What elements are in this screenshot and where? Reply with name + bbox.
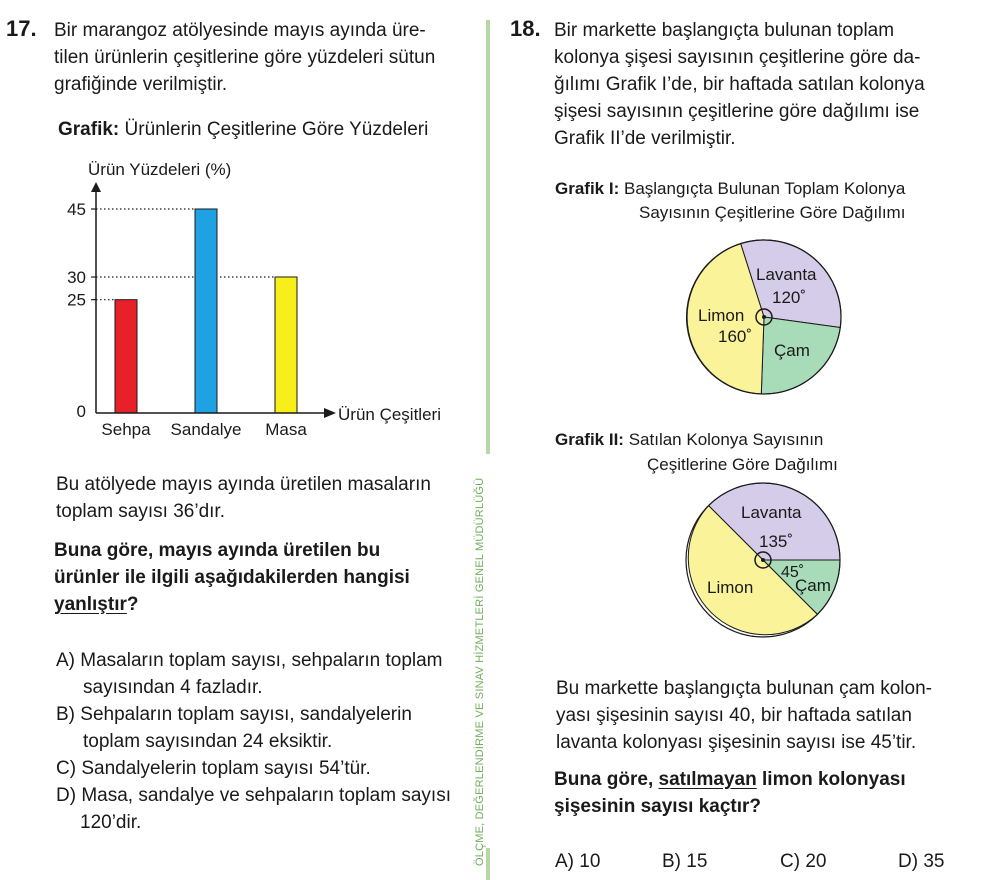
x-axis-arrow: [324, 408, 336, 418]
question-18-info: Bu markette başlangıçta bulunan çam kolon- yası şişesinin sayısı 40, bir haftada satılan lavanta kolonyası şişesinin sayısı ise 45’tir.: [556, 678, 932, 753]
pie1-label-limon: Limon: [698, 306, 745, 325]
y-tick-label: 30: [67, 268, 86, 287]
pie1-angle-limon: 160˚: [718, 327, 753, 346]
question-17-intro: Bir marangoz atölyesinde mayıs ayında üre- tilen ürünlerin çeşitlerine göre yüzdeleri sütun grafiğinde verilmiştir.: [54, 20, 436, 95]
question-18-prompt: Buna göre, satılmayan limon kolonyası şişesinin sayısı kaçtır?: [554, 769, 906, 817]
publisher-side-text: ÖLÇME, DEĞERLENDİRME VE SINAV HİZMETLERİ GENEL MÜDÜRLÜĞÜ: [474, 477, 486, 866]
pie-chart-1: [682, 234, 848, 400]
graph-1-caption: Grafik I: Başlangıçta Bulunan Toplam Kolonya Sayısının Çeşitlerine Göre Dağılımı: [555, 179, 906, 222]
column-divider: [486, 20, 490, 454]
bar-sehpa: [115, 300, 137, 413]
option-c[interactable]: C) Sandalyelerin toplam sayısı 54’tür.: [56, 758, 371, 779]
y-tick-label: 0: [76, 402, 86, 421]
question-17-number: 17.: [6, 16, 37, 41]
option-18-c[interactable]: C) 20: [780, 851, 827, 872]
question-18-intro: Bir markette başlangıçta bulunan toplam kolonya şişesi sayısının çeşitlerine göre da- ğılımı Grafik I’de, bir haftada satılan kolonya şişesi sayısının çeşitlerine göre dağılımı ise Grafik II’de verilmiştir.: [554, 20, 925, 149]
x-tick-label: Masa: [265, 420, 307, 439]
y-axis-label: Ürün Yüzdeleri (%): [88, 160, 232, 179]
question-17-options: [56, 647, 481, 836]
x-tick-label: Sehpa: [101, 420, 151, 439]
question-17-prompt: Buna göre, mayıs ayında üretilen bu ürünler ile ilgili aşağıdakilerden hangisi yanlıştır?: [54, 540, 410, 615]
question-17-info: Bu atölyede mayıs ayında üretilen masaların toplam sayısı 36’dır.: [56, 474, 431, 522]
pie1-label-lavanta: Lavanta: [756, 265, 817, 284]
option-18-b[interactable]: B) 15: [662, 851, 708, 872]
chart-caption: Grafik: Ürünlerin Çeşitlerine Göre Yüzdeleri: [58, 119, 429, 140]
graph-2-caption: Grafik II: Satılan Kolonya Sayısının Çeşitlerine Göre Dağılımı: [555, 430, 838, 474]
chart-title: Ürünlerin Çeşitlerine Göre Yüzdeleri: [124, 119, 429, 140]
y-tick-label: 45: [67, 200, 86, 219]
y-axis-arrow: [91, 182, 101, 192]
pie1-angle-lavanta: 120˚: [772, 288, 807, 307]
x-tick-label: Sandalye: [170, 420, 242, 439]
question-17-emphasis: yanlıştır: [54, 594, 127, 615]
bar-masa: [275, 277, 297, 413]
question-18-number: 18.: [510, 16, 541, 41]
pie2-label-lavanta: Lavanta: [741, 503, 802, 522]
option-a[interactable]: A) Masaların toplam sayısı, sehpaların toplam sayısından 4 fazladır.: [56, 650, 443, 698]
column-divider-bottom: [486, 848, 490, 880]
question-18-emphasis: satılmayan: [658, 769, 757, 790]
x-axis-label: Ürün Çeşitleri: [338, 405, 441, 424]
pie2-angle-lavanta: 135˚: [759, 532, 794, 551]
pie2-angle-cam: 45˚: [781, 564, 805, 581]
y-tick-label: 25: [67, 290, 86, 310]
bar-chart: [60, 150, 470, 445]
bar-sandalye: [195, 209, 217, 413]
pie-chart-2: [681, 477, 847, 643]
option-18-d[interactable]: D) 35: [898, 851, 945, 872]
pie1-label-cam: Çam: [774, 341, 810, 360]
option-d[interactable]: D) Masa, sandalye ve sehpaların toplam sayısı 120’dir.: [56, 785, 451, 833]
pie2-label-cam: Çam: [795, 576, 831, 595]
option-18-a[interactable]: A) 10: [555, 851, 601, 872]
option-b[interactable]: B) Sehpaların toplam sayısı, sandalyelerin toplam sayısından 24 eksiktir.: [56, 704, 412, 752]
pie2-label-limon: Limon: [707, 578, 754, 597]
